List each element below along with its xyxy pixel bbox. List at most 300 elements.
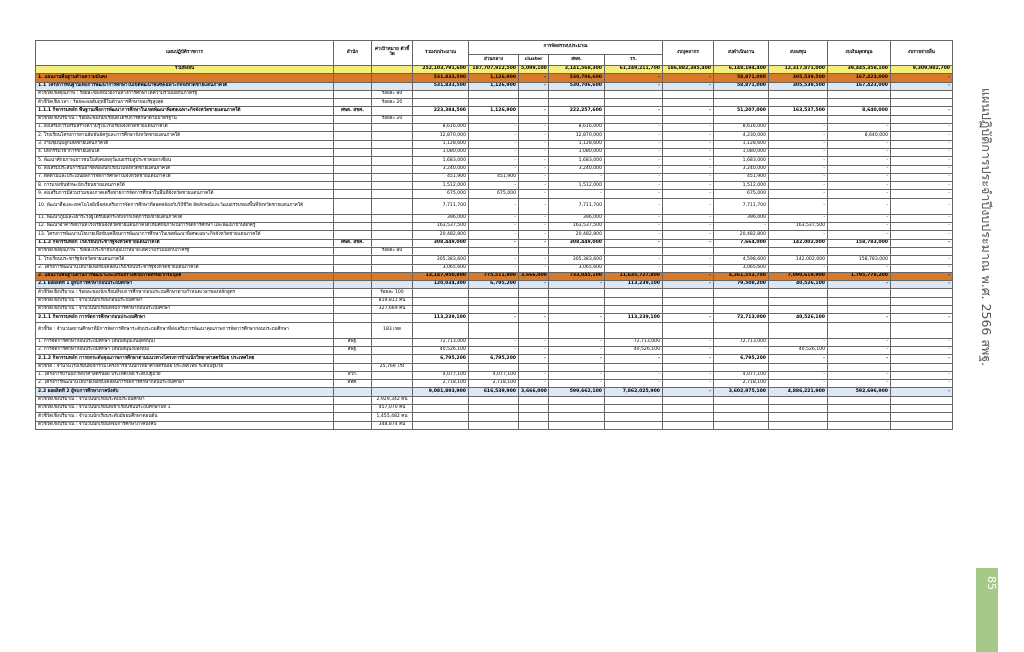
cell-invest: 305,539,500: [769, 74, 828, 82]
cell-subsidy: -: [828, 182, 891, 190]
cell-cluster: -: [519, 165, 549, 173]
cell-target: 183 เขต: [372, 322, 413, 338]
table-row: [36, 157, 953, 165]
header-personnel: งบบุคลากร: [663, 41, 714, 66]
cell-central: -: [469, 124, 519, 132]
cell-target: [372, 264, 413, 272]
cell-subsidy: -: [828, 198, 891, 214]
cell-subsidy: -: [828, 157, 891, 165]
cell-personnel: -: [663, 74, 714, 82]
cell-target: [372, 223, 413, 231]
cell-personnel: [663, 115, 714, 123]
cell-invest: [769, 297, 828, 305]
table-row: [36, 165, 953, 173]
cell-personnel: -: [663, 231, 714, 239]
cell-area: -: [549, 190, 605, 198]
budget-table-sheet: [35, 40, 952, 430]
cell-operation: 1,128,600: [714, 140, 769, 148]
cell-target: [372, 190, 413, 198]
table-row: [36, 314, 953, 322]
cell-target: [372, 165, 413, 173]
cell-subsidy: [828, 363, 891, 371]
cell-target: [372, 239, 413, 247]
cell-school: [605, 115, 663, 123]
cell-label: ตัวชี้วัดเชิงปริมาณ : ร้อยละของนักเรียนที่จบการศึกษาก่อนประถมศึกษาตามกำหนดเวลาของหลักสูตร: [36, 289, 334, 297]
cell-invest: 305,539,500: [769, 82, 828, 90]
cell-invest: [769, 99, 828, 107]
page-number: 85: [985, 576, 998, 590]
table-row: [36, 413, 953, 421]
cell-total: 223,384,500: [413, 107, 469, 115]
cell-school: -: [605, 132, 663, 140]
cell-total: 2,718,100: [413, 380, 469, 388]
cell-office: [334, 66, 372, 74]
cell-cluster: -: [519, 231, 549, 239]
cell-other: [891, 306, 953, 314]
cell-other: -: [891, 82, 953, 90]
cell-invest: 40,526,100: [769, 314, 828, 322]
cell-subsidy: -: [828, 281, 891, 289]
cell-personnel: [663, 90, 714, 98]
cell-subsidy: [828, 115, 891, 123]
cell-other: -: [891, 173, 953, 181]
cell-target: [372, 198, 413, 214]
cell-office: สพฐ.: [334, 338, 372, 346]
cell-personnel: -: [663, 338, 714, 346]
cell-other: [891, 115, 953, 123]
table-row: [36, 107, 953, 115]
cell-other: -: [891, 239, 953, 247]
cell-personnel: -: [663, 380, 714, 388]
cell-total: 305,383,600: [413, 256, 469, 264]
cell-school: [605, 396, 663, 404]
table-row: [36, 173, 953, 181]
side-title: แผนปฏิบัติการประจำปีงบประมาณ พ.ศ. 2566 สพฐ.: [979, 88, 994, 367]
cell-school: -: [605, 256, 663, 264]
cell-personnel: -: [663, 132, 714, 140]
cell-personnel: -: [663, 82, 714, 90]
cell-office: [334, 190, 372, 198]
cell-label: 5. พัฒนาศักยภาพเยาวชนในสังคมพหุวัฒนธรรมสู่ประชาคมอาเซียน: [36, 157, 334, 165]
cell-total: 13,147,950,800: [413, 272, 469, 280]
cell-central: -: [469, 132, 519, 140]
cell-other: [891, 396, 953, 404]
cell-target: 348,874 คน: [372, 421, 413, 429]
cell-school: 40,526,100: [605, 346, 663, 354]
cell-office: [334, 157, 372, 165]
cell-invest: 40,526,100: [769, 346, 828, 354]
cell-area: 308,449,000: [549, 239, 605, 247]
cell-office: สวก.: [334, 371, 372, 379]
cell-school: [605, 363, 663, 371]
cell-area: 20,482,800: [549, 231, 605, 239]
cell-label: 2. โรงเรียนโครงการสานสัมพันธ์ครูและการศึกษาจังหวัดชายแดนภาคใต้: [36, 132, 334, 140]
cell-central: 1,126,900: [469, 74, 519, 82]
cell-personnel: -: [663, 107, 714, 115]
cell-other: -: [891, 140, 953, 148]
cell-cluster: -: [519, 107, 549, 115]
cell-label: 1.1.1 กิจกรรมหลัก พื้นฐานเพื่อการพัฒนาการศึกษาในเขตพัฒนาพิเศษเฉพาะกิจจังหวัดชายแดนภาคใต้: [36, 107, 334, 115]
cell-invest: [769, 396, 828, 404]
cell-label: 2. โครงการพัฒนานโยบายเพื่อขับเคลื่อนการจัดการศึกษาก่อนประถมศึกษา: [36, 380, 334, 388]
cell-central: -: [469, 198, 519, 214]
cell-subsidy: 158,783,000: [828, 256, 891, 264]
cell-cluster: -: [519, 346, 549, 354]
table-row: [36, 148, 953, 156]
cell-label: ตัวชี้วัดเชิงปริมาณ : จำนวนนักเรียนระดับประถมศึกษา: [36, 396, 334, 404]
cell-office: [334, 182, 372, 190]
cell-cluster: 3,666,000: [519, 272, 549, 280]
cell-other: -: [891, 165, 953, 173]
table-body: [36, 66, 953, 430]
header-school: รร.: [605, 55, 663, 66]
cell-subsidy: -: [828, 223, 891, 231]
cell-cluster: -: [519, 314, 549, 322]
table-row: [36, 256, 953, 264]
cell-central: [469, 363, 519, 371]
cell-central: -: [469, 231, 519, 239]
cell-area: 12,870,000: [549, 132, 605, 140]
cell-subsidy: [828, 421, 891, 429]
cell-invest: -: [769, 338, 828, 346]
cell-label: 2. การจัดการศึกษาก่อนประถมศึกษา (สนับสนุนงบลงทุน): [36, 346, 334, 354]
cell-label: ตัวชี้วัดเชิงปริมาณ : ร้อยละของนักเรียนที่ได้รับการศึกษาตามมาตรฐาน: [36, 115, 334, 123]
cell-office: [334, 297, 372, 305]
cell-office: [334, 198, 372, 214]
cell-label: 2. แผนงานพื้นฐานด้านการพัฒนาและเสริมสร้างศักยภาพทรัพยากรมนุษย์: [36, 272, 334, 280]
cell-invest: 142,002,000: [769, 239, 828, 247]
cell-operation: 3,602,975,100: [714, 388, 769, 396]
cell-invest: -: [769, 198, 828, 214]
cell-operation: 58,871,000: [714, 74, 769, 82]
cell-cluster: -: [519, 74, 549, 82]
cell-cluster: -: [519, 198, 549, 214]
cell-personnel: [663, 297, 714, 305]
cell-cluster: -: [519, 190, 549, 198]
cell-central: -: [469, 338, 519, 346]
cell-invest: [769, 306, 828, 314]
cell-personnel: [663, 396, 714, 404]
cell-total: [413, 322, 469, 338]
header-office: สำนัก: [334, 41, 372, 66]
cell-area: [549, 297, 605, 305]
cell-operation: 58,871,000: [714, 82, 769, 90]
cell-subsidy: -: [828, 371, 891, 379]
cell-area: [549, 413, 605, 421]
cell-school: [605, 289, 663, 297]
cell-office: [334, 388, 372, 396]
cell-operation: -: [714, 346, 769, 354]
cell-central: [469, 90, 519, 98]
header-invest: งบลงทุน: [769, 41, 828, 66]
cell-other: [891, 413, 953, 421]
cell-personnel: -: [663, 157, 714, 165]
cell-subsidy: -: [828, 231, 891, 239]
cell-total: 4,077,100: [413, 371, 469, 379]
cell-personnel: [663, 322, 714, 338]
cell-central: 187,707,912,500: [469, 66, 519, 74]
cell-total: 252,103,791,600: [413, 66, 469, 74]
cell-area: 3,141,568,300: [549, 66, 605, 74]
cell-area: [549, 289, 605, 297]
cell-office: [334, 173, 372, 181]
cell-central: [469, 247, 519, 255]
cell-subsidy: -: [828, 346, 891, 354]
cell-total: [413, 247, 469, 255]
cell-area: [549, 404, 605, 412]
cell-school: -: [605, 371, 663, 379]
cell-area: 1,080,000: [549, 148, 605, 156]
cell-label: 6. ส่งเสริมประสบการณ์อาชีพของนักเรียนในจังหวัดชายแดนภาคใต้: [36, 165, 334, 173]
cell-personnel: -: [663, 346, 714, 354]
budget-table: [35, 40, 953, 430]
cell-central: 4,077,100: [469, 371, 519, 379]
cell-cluster: [519, 297, 549, 305]
cell-label: 1. ส่งเสริมการเสริมสร้างความรู้ในโรงเรียนจังหวัดชายแดนภาคใต้: [36, 124, 334, 132]
table-row: [36, 90, 953, 98]
cell-school: -: [605, 140, 663, 148]
cell-central: [469, 322, 519, 338]
cell-other: -: [891, 132, 953, 140]
cell-central: 1,126,900: [469, 82, 519, 90]
cell-invest: -: [769, 157, 828, 165]
cell-cluster: -: [519, 281, 549, 289]
cell-total: 1,683,000: [413, 157, 469, 165]
cell-cluster: -: [519, 239, 549, 247]
cell-label: 2. โครงการพัฒนานโยบายเพื่อขับเคลื่อนโรงเรียนประชารัฐจังหวัดชายแดนภาคใต้: [36, 264, 334, 272]
cell-invest: 163,537,500: [769, 107, 828, 115]
cell-school: [605, 247, 663, 255]
cell-other: -: [891, 190, 953, 198]
cell-central: [469, 115, 519, 123]
table-row: [36, 198, 953, 214]
cell-personnel: -: [663, 314, 714, 322]
cell-other: -: [891, 272, 953, 280]
cell-total: 7,711,700: [413, 198, 469, 214]
cell-subsidy: [828, 297, 891, 305]
table-row: [36, 264, 953, 272]
cell-office: สทศ.: [334, 380, 372, 388]
table-row: [36, 346, 953, 354]
cell-cluster: -: [519, 82, 549, 90]
cell-operation: 8,616,000: [714, 124, 769, 132]
cell-operation: 72,713,000: [714, 314, 769, 322]
cell-other: -: [891, 314, 953, 322]
cell-cluster: [519, 115, 549, 123]
cell-subsidy: 8,640,000: [828, 107, 891, 115]
cell-invest: -: [769, 165, 828, 173]
cell-label: 2.1.2 กิจกรรมหลัก การยกระดับคุณภาพการศึกษาตามแนวทางโครงการบ้านนักวิทยาศาสตร์น้อย ประเทศไทย: [36, 355, 334, 363]
cell-other: [891, 363, 953, 371]
cell-invest: [769, 413, 828, 421]
cell-personnel: -: [663, 239, 714, 247]
cell-cluster: -: [519, 140, 549, 148]
cell-office: [334, 306, 372, 314]
cell-cluster: -: [519, 148, 549, 156]
cell-subsidy: 8,640,000: [828, 132, 891, 140]
cell-subsidy: 158,783,000: [828, 239, 891, 247]
cell-other: -: [891, 231, 953, 239]
cell-central: -: [469, 346, 519, 354]
cell-target: [372, 338, 413, 346]
cell-operation: 4,598,600: [714, 256, 769, 264]
cell-school: 11,635,727,800: [605, 272, 663, 280]
cell-personnel: -: [663, 148, 714, 156]
cell-cluster: [519, 90, 549, 98]
cell-personnel: -: [663, 256, 714, 264]
cell-other: -: [891, 256, 953, 264]
cell-area: [549, 306, 605, 314]
table-row: [36, 404, 953, 412]
cell-total: [413, 396, 469, 404]
cell-label: ตัวชี้วัดเชิงเวลา : ร้อยละผลสัมฤทธิ์ในด้านการศึกษาของรัฐสูงสุด: [36, 99, 334, 107]
cell-cluster: [519, 413, 549, 421]
cell-invest: 142,002,000: [769, 256, 828, 264]
cell-operation: -: [714, 223, 769, 231]
cell-target: [372, 173, 413, 181]
cell-cluster: -: [519, 371, 549, 379]
cell-subsidy: [828, 99, 891, 107]
cell-operation: [714, 413, 769, 421]
cell-school: -: [605, 173, 663, 181]
cell-area: -: [549, 173, 605, 181]
cell-office: [334, 74, 372, 82]
cell-target: [372, 388, 413, 396]
cell-area: 1,128,600: [549, 140, 605, 148]
cell-personnel: -: [663, 371, 714, 379]
cell-label: 1.1 โครงการพื้นฐานเพื่อการพัฒนาการศึกษาในเขตพัฒนาพิเศษเฉพาะกิจจังหวัดชายแดนภาคใต้: [36, 82, 334, 90]
cell-total: 163,537,500: [413, 223, 469, 231]
cell-personnel: -: [663, 173, 714, 181]
cell-operation: 72,713,000: [714, 338, 769, 346]
cell-operation: 1,683,000: [714, 157, 769, 165]
cell-operation: 4,077,100: [714, 371, 769, 379]
cell-personnel: [663, 289, 714, 297]
cell-subsidy: 167,423,000: [828, 74, 891, 82]
cell-total: 12,870,000: [413, 132, 469, 140]
cell-area: -: [549, 371, 605, 379]
cell-school: -: [605, 82, 663, 90]
cell-cluster: 5,099,100: [519, 66, 549, 74]
cell-operation: 6,148,194,400: [714, 66, 769, 74]
cell-school: -: [605, 214, 663, 222]
cell-office: [334, 132, 372, 140]
cell-cluster: 3,666,000: [519, 388, 549, 396]
cell-other: [891, 90, 953, 98]
cell-central: [469, 404, 519, 412]
cell-target: ร้อยละ 100: [372, 289, 413, 297]
cell-office: [334, 363, 372, 371]
cell-area: 7,711,700: [549, 198, 605, 214]
cell-operation: 7,711,700: [714, 198, 769, 214]
cell-other: -: [891, 338, 953, 346]
cell-invest: -: [769, 355, 828, 363]
cell-target: [372, 371, 413, 379]
cell-total: 531,833,500: [413, 82, 469, 90]
cell-cluster: [519, 306, 549, 314]
cell-target: ร้อยละ 80: [372, 90, 413, 98]
cell-office: [334, 355, 372, 363]
cell-operation: [714, 99, 769, 107]
cell-area: [549, 322, 605, 338]
cell-school: -: [605, 231, 663, 239]
cell-area: 222,257,600: [549, 107, 605, 115]
cell-office: [334, 140, 372, 148]
cell-operation: 3,240,000: [714, 165, 769, 173]
table-row: [36, 289, 953, 297]
cell-subsidy: -: [828, 190, 891, 198]
cell-central: -: [469, 157, 519, 165]
cell-subsidy: 39,445,358,100: [828, 66, 891, 74]
cell-office: [334, 231, 372, 239]
cell-label: 1.1.2 กิจกรรมหลัก โรงเรียนประชารัฐจังหวัดชายแดนภาคใต้: [36, 239, 334, 247]
cell-invest: -: [769, 231, 828, 239]
cell-other: [891, 421, 953, 429]
cell-invest: -: [769, 371, 828, 379]
cell-personnel: -: [663, 165, 714, 173]
cell-office: [334, 314, 372, 322]
cell-total: 308,449,000: [413, 239, 469, 247]
cell-personnel: [663, 247, 714, 255]
cell-school: -: [605, 223, 663, 231]
cell-office: [334, 289, 372, 297]
cell-target: 1,455,482 คน: [372, 413, 413, 421]
cell-central: [469, 421, 519, 429]
cell-office: [334, 256, 372, 264]
cell-cluster: -: [519, 380, 549, 388]
cell-total: 3,065,600: [413, 264, 469, 272]
cell-target: ร้อยละ 20: [372, 99, 413, 107]
cell-school: [605, 404, 663, 412]
cell-office: ศพต. สชศ.: [334, 107, 372, 115]
cell-label: 1. โรงเรียนประชารัฐจังหวัดชายแดนภาคใต้: [36, 256, 334, 264]
cell-other: -: [891, 355, 953, 363]
cell-operation: 675,000: [714, 190, 769, 198]
cell-total: 3,240,000: [413, 165, 469, 173]
header-cluster: cluster: [519, 55, 549, 66]
cell-operation: [714, 297, 769, 305]
cell-school: 113,239,100: [605, 314, 663, 322]
cell-subsidy: -: [828, 148, 891, 156]
cell-total: 1,080,000: [413, 148, 469, 156]
cell-total: 451,900: [413, 173, 469, 181]
cell-other: -: [891, 157, 953, 165]
cell-area: [549, 115, 605, 123]
cell-target: [372, 355, 413, 363]
header-total-budget: รวมงบประมาณ: [413, 41, 469, 66]
cell-central: -: [469, 182, 519, 190]
cell-operation: [714, 247, 769, 255]
cell-invest: -: [769, 124, 828, 132]
table-row: [36, 247, 953, 255]
cell-school: 61,249,211,700: [605, 66, 663, 74]
cell-school: -: [605, 124, 663, 132]
table-row: [36, 388, 953, 396]
cell-central: [469, 396, 519, 404]
cell-target: [372, 231, 413, 239]
cell-target: 457,070 คน: [372, 404, 413, 412]
cell-invest: [769, 322, 828, 338]
cell-area: [549, 396, 605, 404]
cell-operation: 4,230,000: [714, 132, 769, 140]
cell-other: [891, 322, 953, 338]
cell-school: -: [605, 182, 663, 190]
cell-invest: [769, 404, 828, 412]
cell-operation: 396,000: [714, 214, 769, 222]
cell-other: -: [891, 388, 953, 396]
cell-invest: [769, 421, 828, 429]
cell-other: [891, 297, 953, 305]
